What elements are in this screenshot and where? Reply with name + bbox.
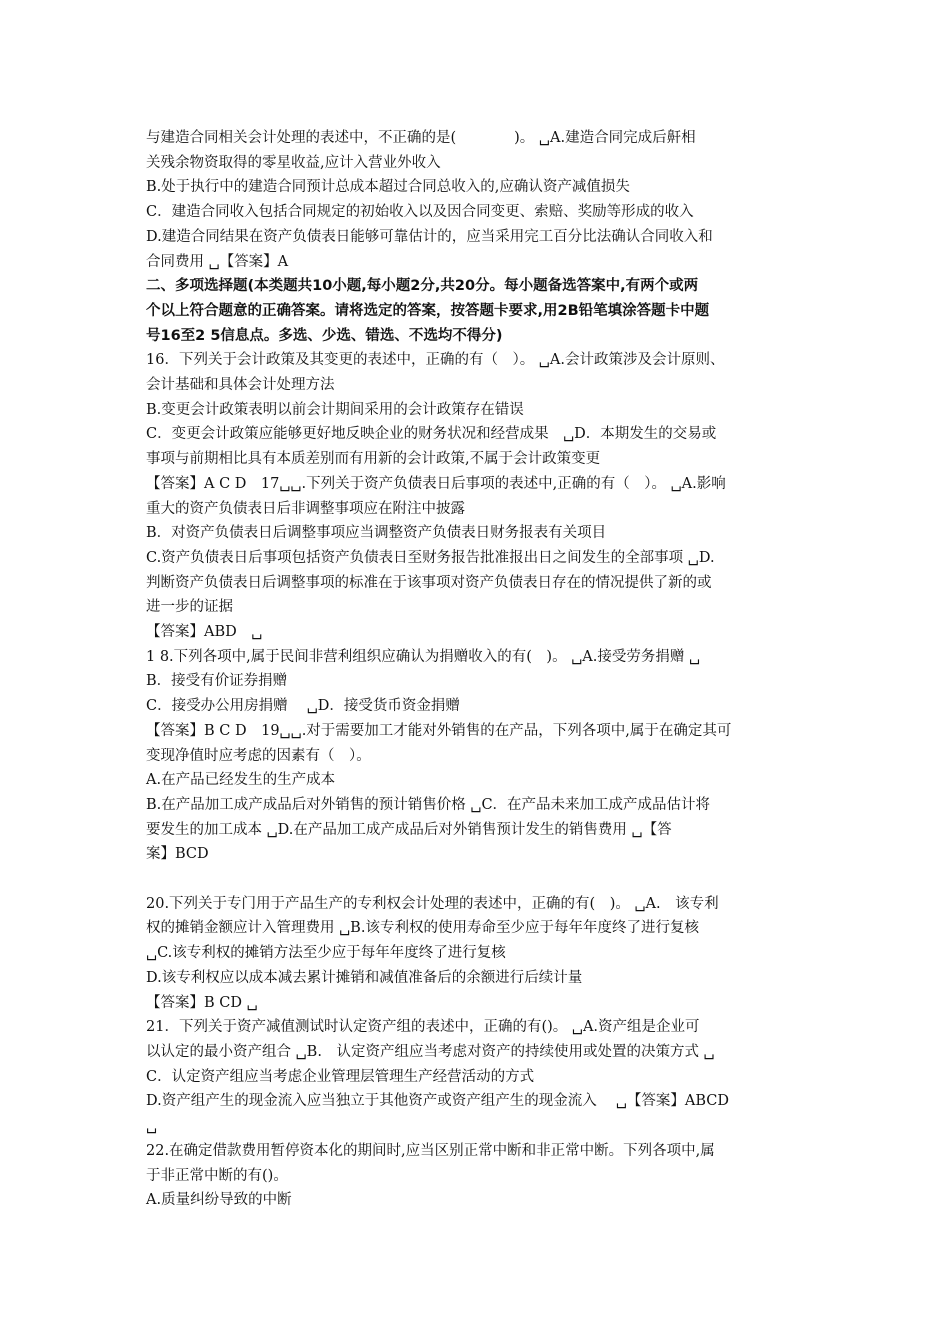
text-line-20: 进一步的证据 [146, 599, 233, 616]
text-line-4: C．建造合同收入包括合同规定的初始收入以及因合同变更、索赔、奖励等形成的收入 [146, 204, 694, 221]
text-line-44: A.质量纠纷导致的中断 [146, 1192, 292, 1209]
text-line-26: 变现净值时应考虑的因素有（ ）。 [146, 747, 371, 764]
text-line-14: 事项与前期相比具有本质差别而有用新的会计政策,不属于会计政策变更 [146, 451, 601, 468]
text-line-35: D.该专利权应以成本减去累计摊销和减值准备后的余额进行后续计量 [146, 969, 583, 986]
text-line-17: B．对资产负债表日后调整事项应当调整资产负债表日财务报表有关项目 [146, 525, 607, 542]
text-line-25: 【答案】B C D 19␣␣.对于需要加工才能对外销售的在产品，下列各项中,属于在确定其可 [146, 722, 732, 739]
text-line-27: A.在产品已经发生的生产成本 [146, 772, 336, 789]
text-line-5: D.建造合同结果在资产负债表日能够可靠估计的，应当采用完工百分比法确认合同收入和 [146, 228, 713, 245]
text-line-1: 与建造合同相关会计处理的表述中，不正确的是( )。 ␣A.建造合同完成后鼾相 [146, 130, 696, 146]
text-line-11: 会计基础和具体会计处理方法 [146, 377, 335, 394]
document-body [146, 126, 826, 1213]
text-line-39: C．认定资产组应当考虑企业管理层管理生产经营活动的方式 [146, 1068, 535, 1085]
section-heading-line-3: 号16至2 5信息点。多选、少选、错选、不选均不得分) [146, 327, 503, 344]
text-line-15: 【答案】A C D 17␣␣.下列关于资产负债表日后事项的表述中,正确的有（ ）。 ␣A.影响 [146, 475, 726, 492]
text-line-37: 21．下列关于资产减值测试时认定资产组的表述中，正确的有()。 ␣A.资产组是企业可 [146, 1019, 700, 1036]
text-line-13: C．变更会计政策应能够更好地反映企业的财务状况和经营成果 ␣D．本期发生的交易或 [146, 426, 717, 443]
text-line-29: 要发生的加工成本 ␣D.在产品加工成产成品后对外销售预计发生的销售费用 ␣【答 [146, 821, 672, 838]
blank-line [146, 867, 826, 892]
text-line-43: 于非正常中断的有()。 [146, 1167, 288, 1184]
text-line-21: 【答案】ABD ␣ [146, 624, 263, 641]
section-heading-line-1: 二、多项选择题(本类题共10小题,每小题2分,共20分。每小题备选答案中,有两个或两 [146, 278, 699, 295]
section-heading-line-2: 个以上符合题意的正确答案。请将选定的答案，按答题卡要求,用2B铅笔填涂答题卡中题 [146, 302, 710, 319]
text-line-12: B.变更会计政策表明以前会计期间采用的会计政策存在错误 [146, 401, 524, 418]
text-line-34: ␣C.该专利权的摊销方法至少应于每年年度终了进行复核 [146, 945, 506, 962]
text-line-36: 【答案】B CD ␣ [146, 994, 258, 1011]
text-line-23: B．接受有价证券捐赠 [146, 673, 288, 690]
text-line-32: 20.下列关于专门用于产品生产的专利权会计处理的表述中，正确的有( )。 ␣A. 该专利 [146, 895, 719, 912]
text-line-24: C．接受办公用房捐赠 ␣D．接受货币资金捐赠 [146, 698, 460, 715]
text-line-40: D.资产组产生的现金流入应当独立于其他资产或资产组产生的现金流入 ␣【答案】ABCD [146, 1093, 730, 1110]
text-line-33: 权的摊销金额应计入管理费用 ␣B.该专利权的使用寿命至少应于每年年度终了进行复核 [146, 920, 699, 937]
text-line-41: ␣ [146, 1118, 158, 1135]
text-line-3: B.处于执行中的建造合同预计总成本超过合同总收入的,应确认资产减值损失 [146, 179, 630, 196]
text-line-42: 22.在确定借款费用暂停资本化的期间时,应当区别正常中断和非正常中断。下列各项中,属 [146, 1142, 715, 1159]
text-line-22: 1 8.下列各项中,属于民间非营利组织应确认为捐赠收入的有( )。 ␣A.接受劳务捐赠 ␣ [146, 648, 701, 665]
text-line-18: C.资产负债表日后事项包括资产负债表日至财务报告批准报出日之间发生的全部事项 ␣D. [146, 549, 715, 566]
text-line-38: 以认定的最小资产组合 ␣B. 认定资产组应当考虑对资产的持续使用或处置的决策方式 ␣ [146, 1044, 715, 1060]
text-line-10: 16．下列关于会计政策及其变更的表述中，正确的有（ ）。 ␣A.会计政策涉及会计原则、 [146, 352, 725, 369]
text-line-16: 重大的资产负债表日后非调整事项应在附注中披露 [146, 500, 465, 517]
text-line-30: 案】BCD [146, 846, 209, 863]
text-line-28: B.在产品加工成产成品后对外销售的预计销售价格 ␣C．在产品未来加工成产成品估计将 [146, 796, 711, 813]
text-line-2: 关残余物资取得的零星收益,应计入营业外收入 [146, 154, 441, 171]
text-line-6: 合同费用 ␣【答案】A [146, 253, 289, 270]
text-line-19: 判断资产负债表日后调整事项的标准在于该事项对资产负债表日存在的情况提供了新的或 [146, 574, 712, 591]
